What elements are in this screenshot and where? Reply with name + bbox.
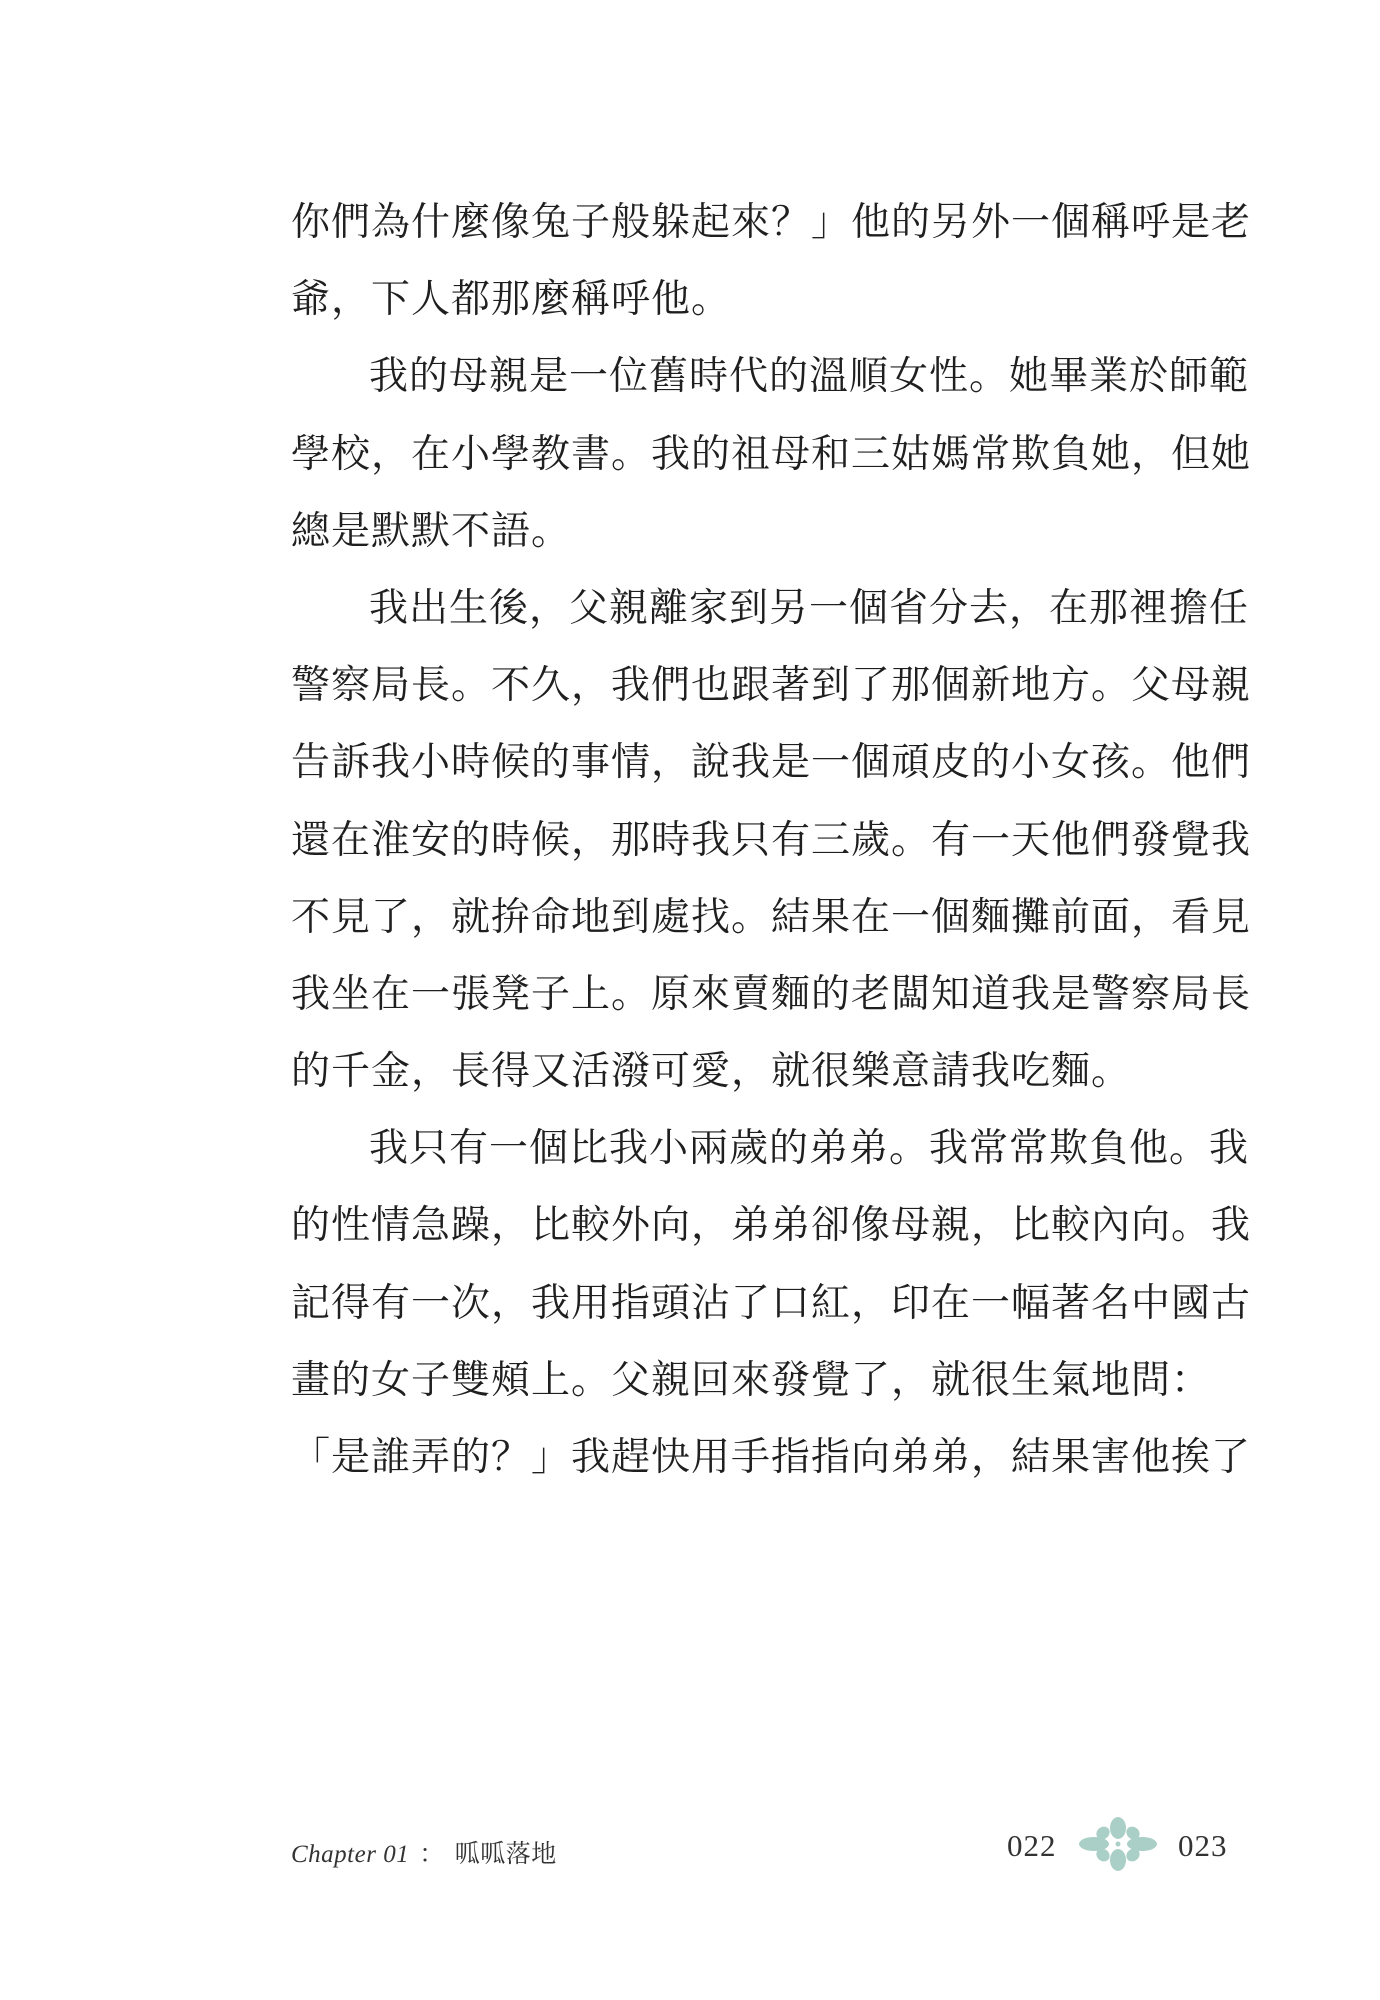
text-line: 記得有一次，我用指頭沾了口紅，印在一幅著名中國古 xyxy=(291,1280,1252,1326)
page-number-left: 022 xyxy=(1007,1828,1057,1863)
text-line: 我只有一個比我小兩歲的弟弟。我常常欺負他。我 xyxy=(369,1126,1250,1172)
text-line: 我坐在一張凳子上。原來賣麵的老闆知道我是警察局長 xyxy=(291,971,1252,1017)
text-line: 畫的女子雙頰上。父親回來發覺了，就很生氣地問： xyxy=(291,1357,1212,1403)
text-line: 的性情急躁，比較外向，弟弟卻像母親，比較內向。我 xyxy=(291,1203,1252,1249)
flower-icon xyxy=(1075,1814,1161,1874)
text-line: 不見了，就拚命地到處找。結果在一個麵攤前面，看見 xyxy=(291,894,1252,940)
running-footer-chapter xyxy=(291,1834,557,1870)
text-line: 總是默默不語。 xyxy=(291,508,572,554)
chapter-title: 呱呱落地 xyxy=(454,1839,557,1868)
text-line: 我出生後，父親離家到另一個省分去，在那裡擔任 xyxy=(369,585,1250,631)
text-line: 爺，下人都那麼稱呼他。 xyxy=(291,277,732,323)
page-footer xyxy=(291,1820,1236,1880)
text-line: 告訴我小時候的事情，說我是一個頑皮的小女孩。他們 xyxy=(291,740,1252,786)
page-number-right: 023 xyxy=(1178,1828,1228,1863)
text-line: 警察局長。不久，我們也跟著到了那個新地方。父母親 xyxy=(291,663,1252,709)
chapter-separator: ： xyxy=(419,1841,445,1868)
body-text xyxy=(291,184,1252,1496)
text-line: 學校，在小學教書。我的祖母和三姑媽常欺負她，但她 xyxy=(291,431,1252,477)
text-line: 的千金，長得又活潑可愛，就很樂意請我吃麵。 xyxy=(291,1049,1132,1095)
text-line: 「是誰弄的？」我趕快用手指指向弟弟，結果害他挨了 xyxy=(291,1435,1252,1480)
text-line: 我的母親是一位舊時代的溫順女性。她畢業於師範 xyxy=(369,354,1250,400)
chapter-label: Chapter 01 xyxy=(291,1841,410,1868)
text-line: 你們為什麼像兔子般躲起來？」他的另外一個稱呼是老 xyxy=(291,200,1252,245)
text-line: 還在淮安的時候，那時我只有三歲。有一天他們發覺我 xyxy=(291,817,1252,863)
